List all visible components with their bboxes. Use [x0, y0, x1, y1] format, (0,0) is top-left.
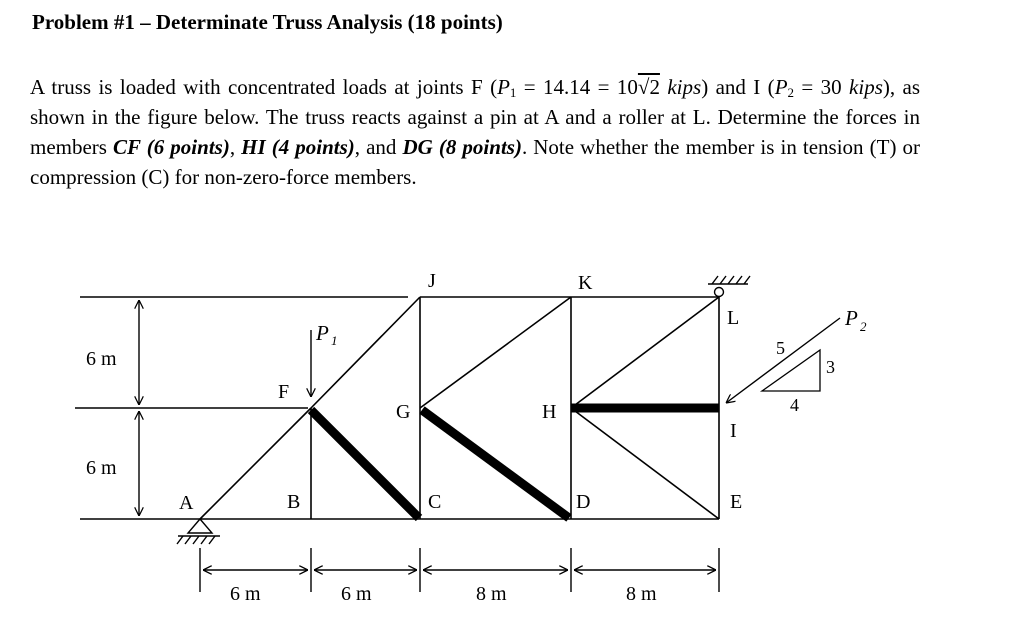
and-text: , and — [354, 135, 403, 159]
load-label-p2-sub: 2 — [860, 319, 867, 334]
p1-symbol: P — [497, 75, 510, 99]
statement-part-4: . Note whether the member is in tension (T) or compression (C) for non-zero-force members. — [30, 135, 920, 189]
member-GK — [420, 297, 571, 408]
dim-label-v-top: 6 m — [86, 348, 117, 370]
joint-label-D: D — [576, 491, 591, 513]
member-FJ — [311, 297, 420, 408]
dim-label-h3: 8 m — [476, 583, 507, 605]
dim-label-h1: 6 m — [230, 583, 261, 605]
comma-1: , — [229, 135, 242, 159]
member-hi-points: HI (4 points) — [241, 135, 355, 159]
joint-label-F: F — [278, 381, 290, 403]
statement-part-3: ), as shown in the figure below. The truss reacts against a pin at A and a roller at L. Determine the forces in members — [30, 75, 921, 159]
load-arrow-p2 — [726, 318, 840, 403]
p2-subscript: 2 — [787, 85, 795, 100]
p1-subscript: 1 — [509, 85, 517, 100]
slope-horiz-label: 4 — [790, 395, 799, 415]
p1-radical: √2 — [637, 75, 660, 99]
p1-equation: = 14.14 = 10 — [516, 75, 638, 99]
highlighted-members — [311, 408, 719, 518]
dim-label-h4: 8 m — [626, 583, 657, 605]
load-label-p1: P — [316, 321, 329, 345]
p1-unit: kips — [659, 75, 702, 99]
slope-vert-label: 3 — [826, 357, 835, 377]
joint-label-B: B — [287, 491, 301, 513]
statement-part-2: ) and I ( — [701, 75, 775, 99]
pin-support-A — [177, 519, 220, 544]
p2-unit: kips — [841, 75, 883, 99]
roller-support-L — [708, 276, 750, 297]
load-label-p2: P — [845, 306, 858, 330]
p2-equation: = 30 — [794, 75, 842, 99]
dim-label-v-bottom: 6 m — [86, 457, 117, 479]
joint-label-I: I — [730, 420, 737, 442]
joint-label-L: L — [727, 307, 740, 329]
dim-label-h2: 6 m — [341, 583, 372, 605]
member-IL — [571, 297, 719, 408]
load-label-p1-sub: 1 — [331, 333, 338, 348]
member-IE — [571, 408, 719, 519]
joint-label-E: E — [730, 491, 743, 513]
statement-part-1: A truss is loaded with concentrated loads at joints F ( — [30, 75, 498, 99]
member-DG — [422, 410, 569, 518]
member-dg-points: DG (8 points) — [402, 135, 522, 159]
joint-label-A: A — [179, 492, 194, 514]
joint-label-K: K — [578, 272, 593, 294]
joint-label-H: H — [542, 401, 557, 423]
joint-label-G: G — [396, 401, 411, 423]
joint-label-J: J — [428, 270, 436, 292]
slope-hyp-label: 5 — [776, 338, 785, 358]
member-cf-points: CF (6 points) — [113, 135, 230, 159]
member-CF — [311, 410, 419, 518]
p2-symbol: P — [774, 75, 788, 99]
problem-title: Problem #1 – Determinate Truss Analysis (18 points) — [32, 10, 503, 34]
joint-label-C: C — [428, 491, 442, 513]
